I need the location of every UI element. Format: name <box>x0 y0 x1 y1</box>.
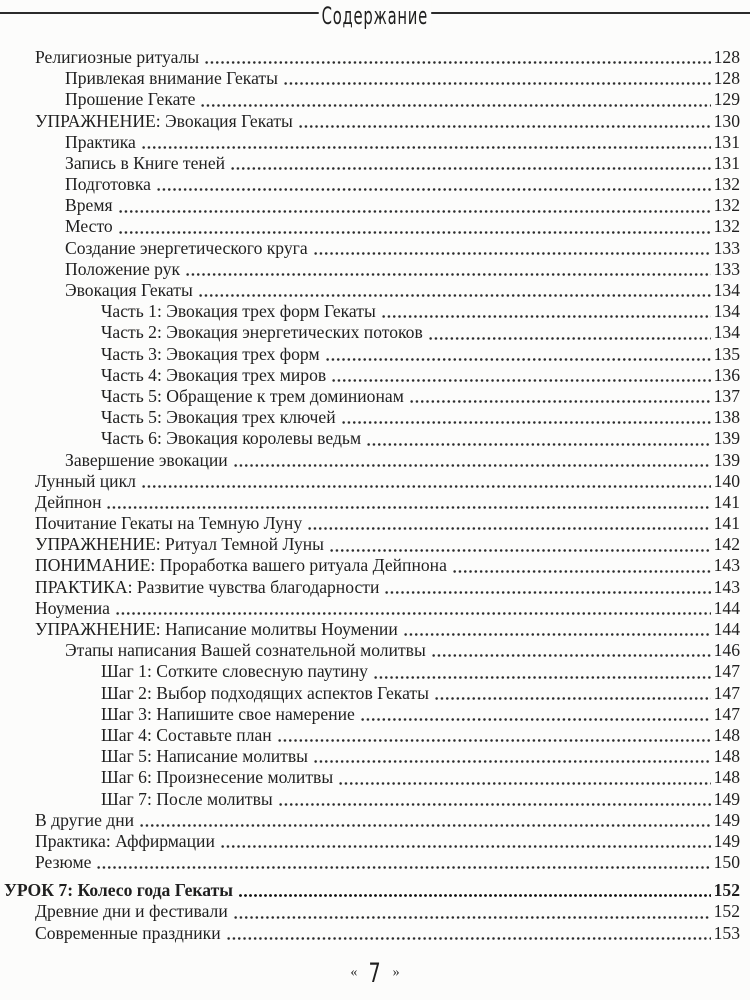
toc-entry-page: 147 <box>713 661 740 682</box>
toc-entry-page: 128 <box>713 46 740 67</box>
toc-row <box>4 577 740 598</box>
dot-leader <box>431 640 711 661</box>
toc-row <box>4 386 740 407</box>
toc-entry-title: Прошение Гекате <box>65 89 196 110</box>
toc-entry-page: 133 <box>713 237 740 258</box>
toc-row <box>4 217 740 238</box>
dot-leader <box>118 195 711 216</box>
dot-leader <box>226 923 711 944</box>
dot-leader <box>409 386 711 407</box>
toc-entry-page: 139 <box>713 428 740 449</box>
toc-row <box>4 89 740 110</box>
footer-open-quote: « <box>350 965 358 980</box>
toc-row <box>4 153 740 174</box>
dot-leader <box>452 556 711 577</box>
toc-row <box>4 683 740 704</box>
dot-leader <box>96 852 710 873</box>
dot-leader <box>366 428 711 449</box>
toc-row <box>4 365 740 386</box>
toc-entry-page: 148 <box>713 767 740 788</box>
dot-leader <box>156 174 711 195</box>
toc-entry-page: 128 <box>713 68 740 89</box>
dot-leader <box>325 344 711 365</box>
dot-leader <box>115 598 711 619</box>
toc-entry-page: 152 <box>713 901 740 922</box>
dot-leader <box>230 153 711 174</box>
toc-entry-title: Шаг 4: Составьте план <box>101 724 272 745</box>
toc-row <box>4 492 740 513</box>
toc-entry-page: 140 <box>713 470 740 491</box>
toc-row <box>4 195 740 216</box>
toc-row <box>4 704 740 725</box>
toc-entry-page: 147 <box>713 703 740 724</box>
toc-row <box>4 746 740 767</box>
toc-row <box>4 450 740 471</box>
toc-entry-title: ПРАКТИКА: Развитие чувства благодарности <box>35 576 380 597</box>
toc-entry-page: 137 <box>713 385 740 406</box>
toc-entry-title: Привлекая внимание Гекаты <box>65 68 278 89</box>
toc-entry-page: 152 <box>713 880 740 901</box>
toc-entry-page: 136 <box>713 364 740 385</box>
toc-row <box>4 344 740 365</box>
toc-entry-title: УПРАЖНЕНИЕ: Эвокация Гекаты <box>35 110 293 131</box>
dot-leader <box>204 47 710 68</box>
toc-entry-title: ПОНИМАНИЕ: Проработка вашего ритуала Дейпнона <box>35 555 447 576</box>
dot-leader <box>200 89 710 110</box>
toc-row <box>4 923 740 944</box>
toc-entry-page: 131 <box>713 131 740 152</box>
toc-entry-title: Место <box>65 216 113 237</box>
toc-row <box>4 407 740 428</box>
toc-row <box>4 428 740 449</box>
dot-leader <box>313 238 711 259</box>
toc-row <box>4 661 740 682</box>
dot-leader <box>329 534 711 555</box>
toc-entry-page: 133 <box>713 258 740 279</box>
toc-entry-page: 134 <box>713 280 740 301</box>
dot-leader <box>278 789 711 810</box>
dot-leader <box>238 880 711 901</box>
toc-entry-title: Почитание Гекаты на Темную Луну <box>35 513 303 534</box>
toc-entry-title: Религиозные ритуалы <box>35 46 200 67</box>
toc-entry-page: 134 <box>713 322 740 343</box>
toc-entry-title: Резюме <box>35 852 92 873</box>
toc-entry-title: УПРАЖНЕНИЕ: Ритуал Темной Луны <box>35 534 324 555</box>
toc-entry-page: 139 <box>713 449 740 470</box>
toc-row <box>4 725 740 746</box>
toc-row <box>4 132 740 153</box>
toc-entry-page: 148 <box>713 746 740 767</box>
toc-row <box>4 810 740 831</box>
toc-entry-page: 146 <box>713 640 740 661</box>
toc-entry-page: 144 <box>713 619 740 640</box>
toc-entry-title: Часть 3: Эвокация трех форм <box>101 343 320 364</box>
toc-entry-title: Древние дни и фестивали <box>35 901 228 922</box>
toc-row <box>4 259 740 280</box>
dot-leader <box>428 322 711 343</box>
toc-row <box>4 880 740 901</box>
toc-entry-title: Часть 1: Эвокация трех форм Гекаты <box>101 301 376 322</box>
dot-leader <box>313 746 711 767</box>
toc-entry-title: Часть 5: Эвокация трех ключей <box>101 407 336 428</box>
toc-entry-title: Эвокация Гекаты <box>65 280 193 301</box>
dot-leader <box>277 725 711 746</box>
toc-entry-page: 134 <box>713 301 740 322</box>
toc-row <box>4 831 740 852</box>
footer-close-quote: » <box>392 965 400 980</box>
toc-entry-title: УПРАЖНЕНИЕ: Написание молитвы Ноумении <box>35 619 398 640</box>
dot-leader <box>360 704 711 725</box>
toc-row <box>4 280 740 301</box>
toc-entry-page: 132 <box>713 216 740 237</box>
toc-entry-page: 149 <box>713 830 740 851</box>
toc-entry-page: 142 <box>713 534 740 555</box>
toc-row <box>4 471 740 492</box>
toc-entry-page: 131 <box>713 152 740 173</box>
dot-leader <box>233 902 711 923</box>
dot-leader <box>298 111 711 132</box>
toc-entry-title: Шаг 1: Сотките словесную паутину <box>101 661 368 682</box>
page-header <box>0 0 750 42</box>
toc-entry-page: 129 <box>713 89 740 110</box>
toc-row <box>4 534 740 555</box>
dot-leader <box>434 683 711 704</box>
toc-entry-page: 144 <box>713 597 740 618</box>
page-header-title: Содержание <box>319 1 431 30</box>
toc-row <box>4 789 740 810</box>
dot-leader <box>338 767 710 788</box>
dot-leader <box>331 365 710 386</box>
dot-leader <box>220 831 711 852</box>
toc-row <box>4 301 740 322</box>
toc-entry-title: Лунный цикл <box>35 470 136 491</box>
toc-entry-title: Завершение эвокации <box>65 449 228 470</box>
toc-entry-title: Современные праздники <box>35 922 221 943</box>
toc-entry-title: Шаг 7: После молитвы <box>101 788 273 809</box>
toc-entry-title: Шаг 6: Произнесение молитвы <box>101 767 334 788</box>
toc-row <box>4 111 740 132</box>
toc-entry-title: Подготовка <box>65 174 151 195</box>
dot-leader <box>381 301 711 322</box>
dot-leader <box>106 492 710 513</box>
dot-leader <box>307 513 710 534</box>
toc-entry-page: 132 <box>713 174 740 195</box>
toc-entry-page: 149 <box>713 788 740 809</box>
dot-leader <box>233 450 711 471</box>
toc-list <box>4 47 740 944</box>
dot-leader <box>373 661 711 682</box>
dot-leader <box>403 619 711 640</box>
toc-row <box>4 238 740 259</box>
toc-entry-title: Часть 5: Обращение к трем доминионам <box>101 385 404 406</box>
toc-entry-page: 147 <box>713 682 740 703</box>
toc-entry-page: 153 <box>713 922 740 943</box>
toc-entry-title: Часть 6: Эвокация королевы ведьм <box>101 428 362 449</box>
dot-leader <box>283 68 711 89</box>
toc-entry-title: Практика: Аффирмации <box>35 830 215 851</box>
dot-leader <box>118 217 711 238</box>
toc-entry-page: 135 <box>713 343 740 364</box>
dot-leader <box>384 577 710 598</box>
toc-row <box>4 640 740 661</box>
toc-entry-page: 150 <box>713 852 740 873</box>
page-footer <box>0 959 750 987</box>
toc-entry-page: 141 <box>713 491 740 512</box>
toc-row <box>4 174 740 195</box>
toc-row <box>4 513 740 534</box>
toc-entry-title: УРОК 7: Колесо года Гекаты <box>4 880 233 901</box>
toc-row <box>4 47 740 68</box>
toc-entry-title: Шаг 5: Написание молитвы <box>101 746 308 767</box>
dot-leader <box>198 280 711 301</box>
toc-entry-title: Часть 4: Эвокация трех миров <box>101 364 327 385</box>
dot-leader <box>139 810 711 831</box>
toc-entry-page: 141 <box>713 513 740 534</box>
toc-entry-title: Дейпнон <box>35 491 102 512</box>
toc-entry-title: Практика <box>65 131 136 152</box>
toc-row <box>4 322 740 343</box>
toc-entry-title: Часть 2: Эвокация энергетических потоков <box>101 322 423 343</box>
toc-row <box>4 598 740 619</box>
dot-leader <box>341 407 711 428</box>
toc-row <box>4 902 740 923</box>
toc-row <box>4 852 740 873</box>
toc-entry-title: Запись в Книге теней <box>65 152 226 173</box>
toc-entry-page: 143 <box>713 576 740 597</box>
toc-entry-page: 143 <box>713 555 740 576</box>
toc-entry-page: 130 <box>713 110 740 131</box>
toc-entry-page: 149 <box>713 809 740 830</box>
dot-leader <box>185 259 711 280</box>
toc-entry-page: 138 <box>713 407 740 428</box>
dot-leader <box>141 132 711 153</box>
toc-entry-title: Этапы написания Вашей сознательной молитвы <box>65 640 426 661</box>
dot-leader <box>141 471 711 492</box>
toc-row <box>4 619 740 640</box>
toc-entry-title: Шаг 2: Выбор подходящих аспектов Гекаты <box>101 682 429 703</box>
toc-entry-page: 132 <box>713 195 740 216</box>
toc-entry-title: Ноумениа <box>35 597 110 618</box>
toc-row <box>4 767 740 788</box>
toc-entry-page: 148 <box>713 724 740 745</box>
footer-page-number: 7 <box>368 957 382 989</box>
toc-entry-title: Положение рук <box>65 258 181 279</box>
toc-entry-title: Время <box>65 195 113 216</box>
toc-entry-title: Создание энергетического круга <box>65 237 308 258</box>
toc-row <box>4 68 740 89</box>
toc-entry-title: Шаг 3: Напишите свое намерение <box>101 703 355 724</box>
toc-entry-title: В другие дни <box>35 809 135 830</box>
toc-row <box>4 556 740 577</box>
